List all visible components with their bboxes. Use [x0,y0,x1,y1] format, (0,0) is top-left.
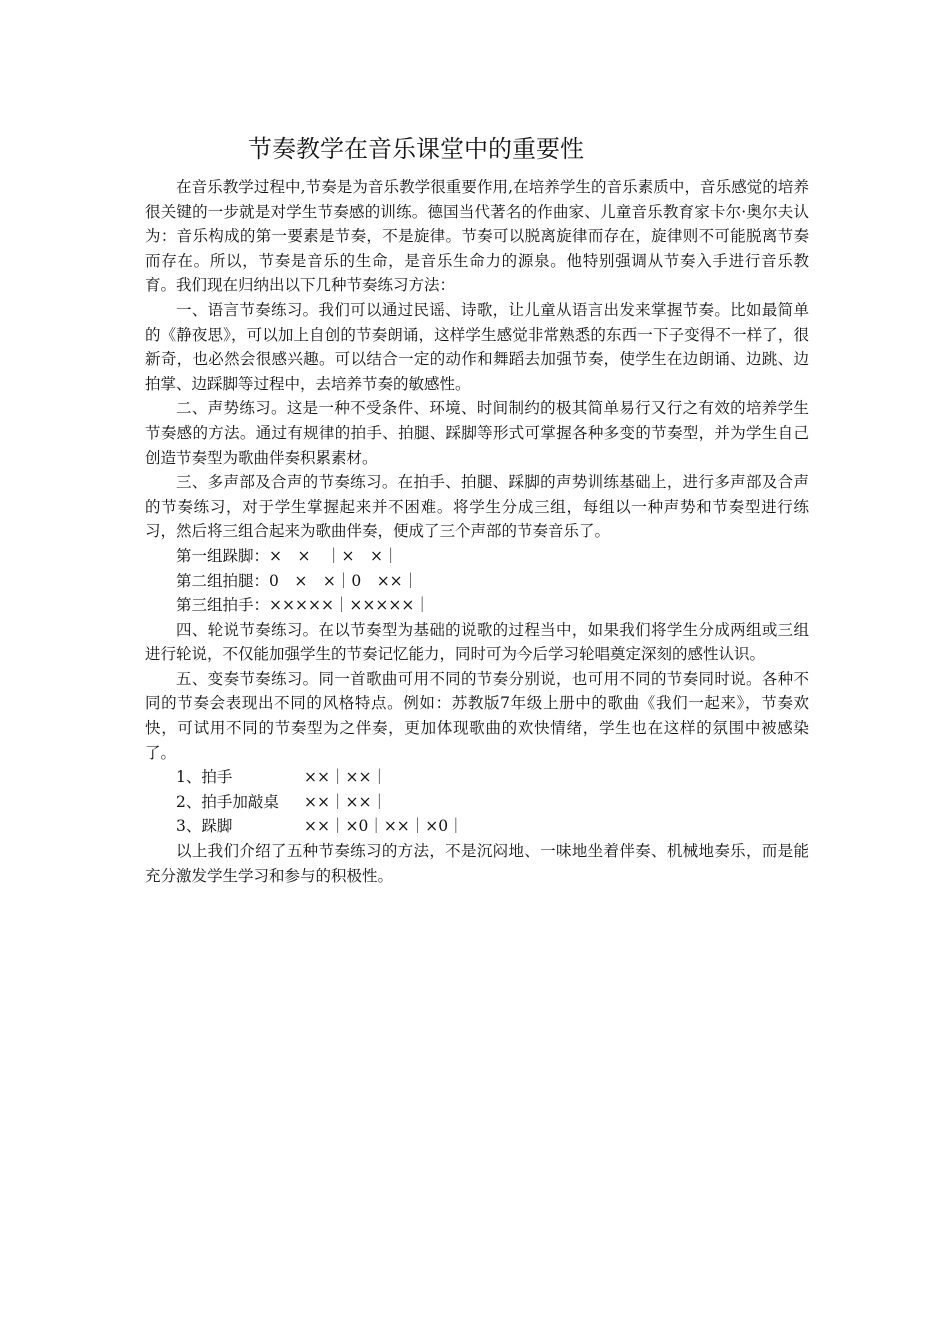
variation-2-rhythm: ××｜××｜ [304,792,387,811]
conclusion-paragraph: 以上我们介绍了五种节奏练习的方法，不是沉闷地、一味地坐着伴奏、机械地奏乐，而是能充分激发学生学习和参与的积极性。 [145,842,809,885]
variation-1-rhythm: ××｜××｜ [304,768,387,787]
section-4-paragraph: 四、轮说节奏练习。在以节奏型为基础的说歌的过程当中，如果我们将学生分成两组或三组进行轮说，不仅能加强学生的节奏记忆能力，同时可为今后学习轮唱奠定深刻的感性认识。 [145,620,809,664]
variation-1-label: 1、拍手 [176,768,233,787]
variation-2-label: 2、拍手加敲桌 [176,792,279,811]
section-5-paragraph: 五、变奏节奏练习。同一首歌曲可用不同的节奏分别说，也可用不同的节奏同时说。各种不同的节奏会表现出不同的风格特点。例如：苏教版7年级上册中的歌曲《我们一起来》，节奏欢快，可试用不同的节奏型为之伴奏，更加体现歌曲的欢快情绪，学生也在这样的氛围中被感染了。 [145,669,809,762]
variation-3 [145,814,809,839]
variation-2 [145,790,809,815]
variation-1 [145,765,809,790]
variation-3-label: 3、跺脚 [176,817,233,836]
section-1-paragraph: 一、语言节奏练习。我们可以通过民谣、诗歌，让儿童从语言出发来掌握节奏。比如最简单的《静夜思》，可以加上自创的节奏朗诵，这样学生感觉非常熟悉的东西一下子变得不一样了，很新奇，也必然会很感兴趣。可以结合一定的动作和舞蹈去加强节奏，使学生在边朗诵、边跳、边拍掌、边踩脚等过程中，去培养节奏的敏感性。 [145,300,809,393]
group-2-rhythm: 第二组拍腿：0 × ×｜0 ××｜ [176,571,419,590]
intro-paragraph: 在音乐教学过程中,节奏是为音乐教学很重要作用,在培养学生的音乐素质中，音乐感觉的培养很关键的一步就是对学生节奏感的训练。德国当代著名的作曲家、儿童音乐教育家卡尔·奥尔夫认为：音乐构成的第一要素是节奏，不是旋律。节奏可以脱离旋律而存在，旋律则不可能脱离节奏而存在。所以，节奏是音乐的生命，是音乐生命力的源泉。他特别强调从节奏入手进行音乐教育。我们现在归纳出以下几种节奏练习方法： [145,178,809,295]
group-3-rhythm: 第三组拍手：×××××｜×××××｜ [176,596,430,615]
document-title: 节奏教学在音乐课堂中的重要性 [248,135,584,163]
group-1-rhythm: 第一组跺脚：× × ｜× ×｜ [176,546,399,565]
section-3-paragraph: 三、多声部及合声的节奏练习。在拍手、拍腿、踩脚的声势训练基础上，进行多声部及合声的节奏练习，对于学生掌握起来并不困难。将学生分成三组，每组以一种声势和节奏型进行练习，然后将三组合起来为歌曲伴奏，便成了三个声部的节奏音乐了。 [145,473,809,541]
variation-3-rhythm: ××｜×0｜××｜×0｜ [304,817,464,836]
section-2-paragraph: 二、声势练习。这是一种不受条件、环境、时间制约的极其简单易行又行之有效的培养学生节奏感的方法。通过有规律的拍手、拍腿、踩脚等形式可掌握各种多变的节奏型，并为学生自己创造节奏型为歌曲伴奏积累素材。 [145,399,809,467]
document-body [145,175,809,888]
